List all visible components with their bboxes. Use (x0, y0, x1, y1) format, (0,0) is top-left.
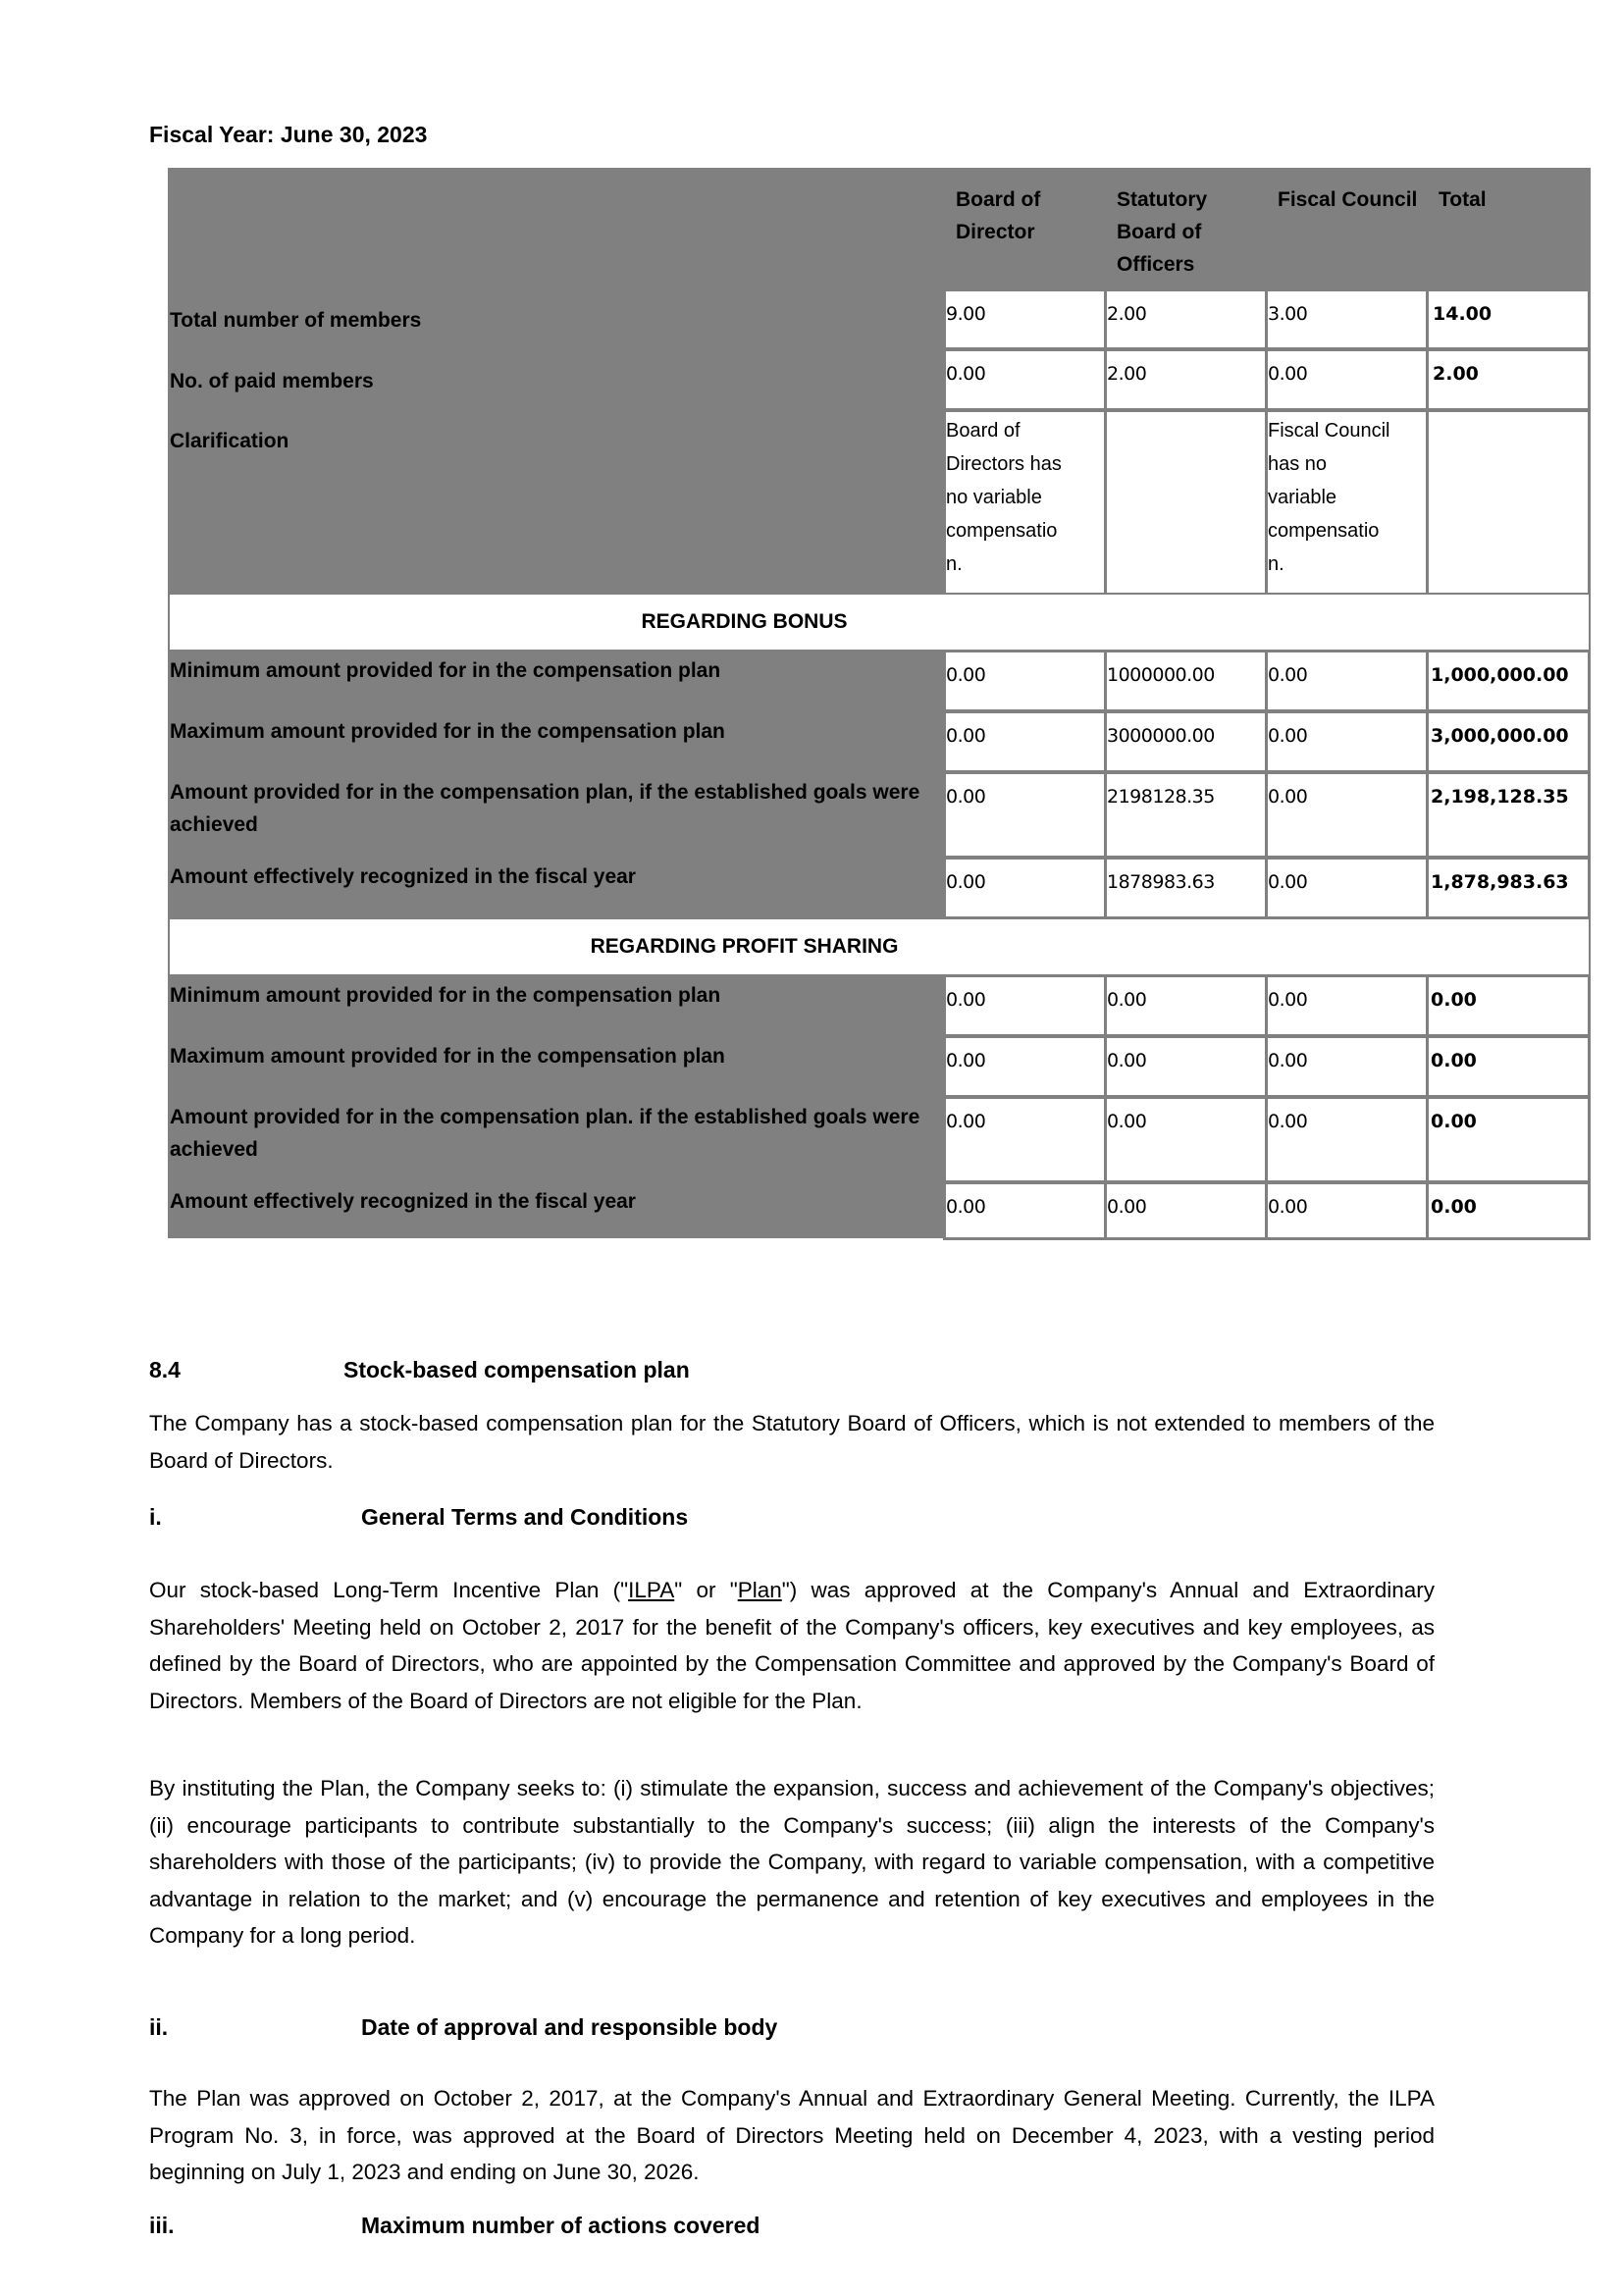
row-label-bonus-max: Maximum amount provided for in the compensation plan (170, 720, 725, 743)
band-title: REGARDING PROFIT SHARING (590, 935, 899, 958)
subsection-title: Date of approval and responsible body (361, 2014, 778, 2040)
cell: 0.00 (1265, 1096, 1429, 1183)
row-label-bonus-min: Minimum amount provided for in the compensation plan (170, 659, 721, 682)
cell: 0.00 (1104, 1096, 1268, 1183)
cell: 2.00 (1104, 288, 1268, 350)
subsection-number: i. (149, 1504, 162, 1530)
cell: 0.00 (1265, 974, 1429, 1037)
cell: 3000000.00 (1104, 710, 1268, 773)
cell: 0.00 (1265, 650, 1429, 712)
paragraph-objectives: By instituting the Plan, the Company seeks to: (i) stimulate the expansion, success and achievement of the Company's objectives; (ii) encourage participants to contribute substantially to the Company's success; (iii) align the interests of the Company's shareholders with those of the participants; (iv) to provide the Company, with regard to variable compensation, with a competitive advantage in relation to the market; and (v) encourage the permanence and retention of key executives and employees in the Company for a long period. (149, 1776, 1435, 1948)
cell: 0.00 (1104, 974, 1268, 1037)
cell: 0.00 (1104, 1035, 1268, 1098)
cell: 0.00 (943, 974, 1107, 1037)
cell: 1000000.00 (1104, 650, 1268, 712)
row-label-profit-goals: Amount provided for in the compensation plan. if the established goals were achieved (170, 1106, 920, 1161)
ilpa-link[interactable]: ILPA (628, 1578, 675, 1602)
paragraph-approval: The Plan was approved on October 2, 2017, at the Company's Annual and Extraordinary General Meeting. Currently, the ILPA Program No. 3, in force, was approved at the Board of Directors Meeting held on December 4, 2023, with a vesting period beginning on July 1, 2023 and ending on June 30, 2026. (149, 2086, 1435, 2184)
cell: 0.00 (943, 771, 1107, 859)
cell: 3.00 (1265, 288, 1429, 350)
cell: 0.00 (943, 1181, 1107, 1240)
table-header (168, 168, 1591, 288)
cell: 0.00 (943, 1096, 1107, 1183)
section-band-profit-sharing (168, 917, 1591, 976)
col-header-total: Total (1439, 188, 1487, 211)
cell-total: 2.00 (1426, 348, 1591, 411)
section-title: Stock-based compensation plan (343, 1357, 690, 1382)
subsection-title: General Terms and Conditions (361, 1504, 689, 1530)
cell-total: 0.00 (1426, 1096, 1591, 1183)
col-header-statutory-board: Statutory Board of Officers (1117, 188, 1208, 276)
cell-total: 1,000,000.00 (1426, 650, 1591, 712)
row-label-profit-min: Minimum amount provided for in the compensation plan (170, 984, 721, 1007)
row-label-bonus-goals: Amount provided for in the compensation plan, if the established goals were achieved (170, 781, 920, 836)
row-label-clarification: Clarification (170, 430, 289, 452)
cell-clarification-statutory (1104, 409, 1268, 596)
cell-total: 0.00 (1426, 1035, 1591, 1098)
cell: 0.00 (943, 710, 1107, 773)
subsection-title: Maximum number of actions covered (361, 2213, 760, 2238)
row-label-profit-max: Maximum amount provided for in the compensation plan (170, 1045, 725, 1068)
cell-clarification-total (1426, 409, 1591, 596)
row-label-profit-recognized: Amount effectively recognized in the fiscal year (170, 1190, 636, 1213)
cell-total: 1,878,983.63 (1426, 857, 1591, 919)
col-header-board-of-director: Board of Director (956, 188, 1041, 243)
cell: 0.00 (1265, 857, 1429, 919)
subsection-number: iii. (149, 2213, 175, 2238)
fiscal-year-title: Fiscal Year: June 30, 2023 (149, 122, 428, 147)
col-header-fiscal-council: Fiscal Council (1278, 188, 1418, 211)
cell-total: 0.00 (1426, 1181, 1591, 1240)
row-label-bonus-recognized: Amount effectively recognized in the fiscal year (170, 865, 636, 888)
band-title: REGARDING BONUS (641, 610, 848, 633)
cell-clarification-fiscal: Fiscal Council has no variable compensatio n. (1265, 409, 1429, 596)
cell-clarification-board: Board of Directors has no variable compensatio n. (943, 409, 1107, 596)
cell: 2.00 (1104, 348, 1268, 411)
section-intro: The Company has a stock-based compensation plan for the Statutory Board of Officers, which is not extended to members of the Board of Directors. (149, 1411, 1435, 1473)
row-label-total-members: Total number of members (170, 309, 422, 332)
cell-total: 3,000,000.00 (1426, 710, 1591, 773)
cell: 0.00 (943, 1035, 1107, 1098)
cell-total: 0.00 (1426, 974, 1591, 1037)
cell: 0.00 (1265, 1181, 1429, 1240)
cell-total: 2,198,128.35 (1426, 771, 1591, 859)
cell: 0.00 (1265, 710, 1429, 773)
section-number: 8.4 (149, 1357, 181, 1382)
cell: 1878983.63 (1104, 857, 1268, 919)
plan-link[interactable]: Plan (737, 1578, 782, 1602)
cell: 0.00 (943, 650, 1107, 712)
cell: 0.00 (1265, 348, 1429, 411)
cell: 2198128.35 (1104, 771, 1268, 859)
cell-total: 14.00 (1426, 288, 1591, 350)
section-band-bonus (168, 593, 1591, 652)
cell: 0.00 (1265, 771, 1429, 859)
row-label-paid-members: No. of paid members (170, 370, 374, 392)
cell: 0.00 (1104, 1181, 1268, 1240)
cell: 0.00 (943, 348, 1107, 411)
paragraph-general-terms: Our stock-based Long-Term Incentive Plan ("ILPA" or "Plan") was approved at the Company's Annual and Extraordinary Shareholders' Meeting held on October 2, 2017 for the benefit of the Company's officers, key executives and key employees, as defined by the Board of Directors, who are appointed by the Compensation Committee and approved by the Company's Board of Directors. Members of the Board of Directors are not eligible for the Plan. (149, 1578, 1436, 1713)
subsection-number: ii. (149, 2014, 169, 2040)
cell: 0.00 (1265, 1035, 1429, 1098)
cell: 9.00 (943, 288, 1107, 350)
cell: 0.00 (943, 857, 1107, 919)
